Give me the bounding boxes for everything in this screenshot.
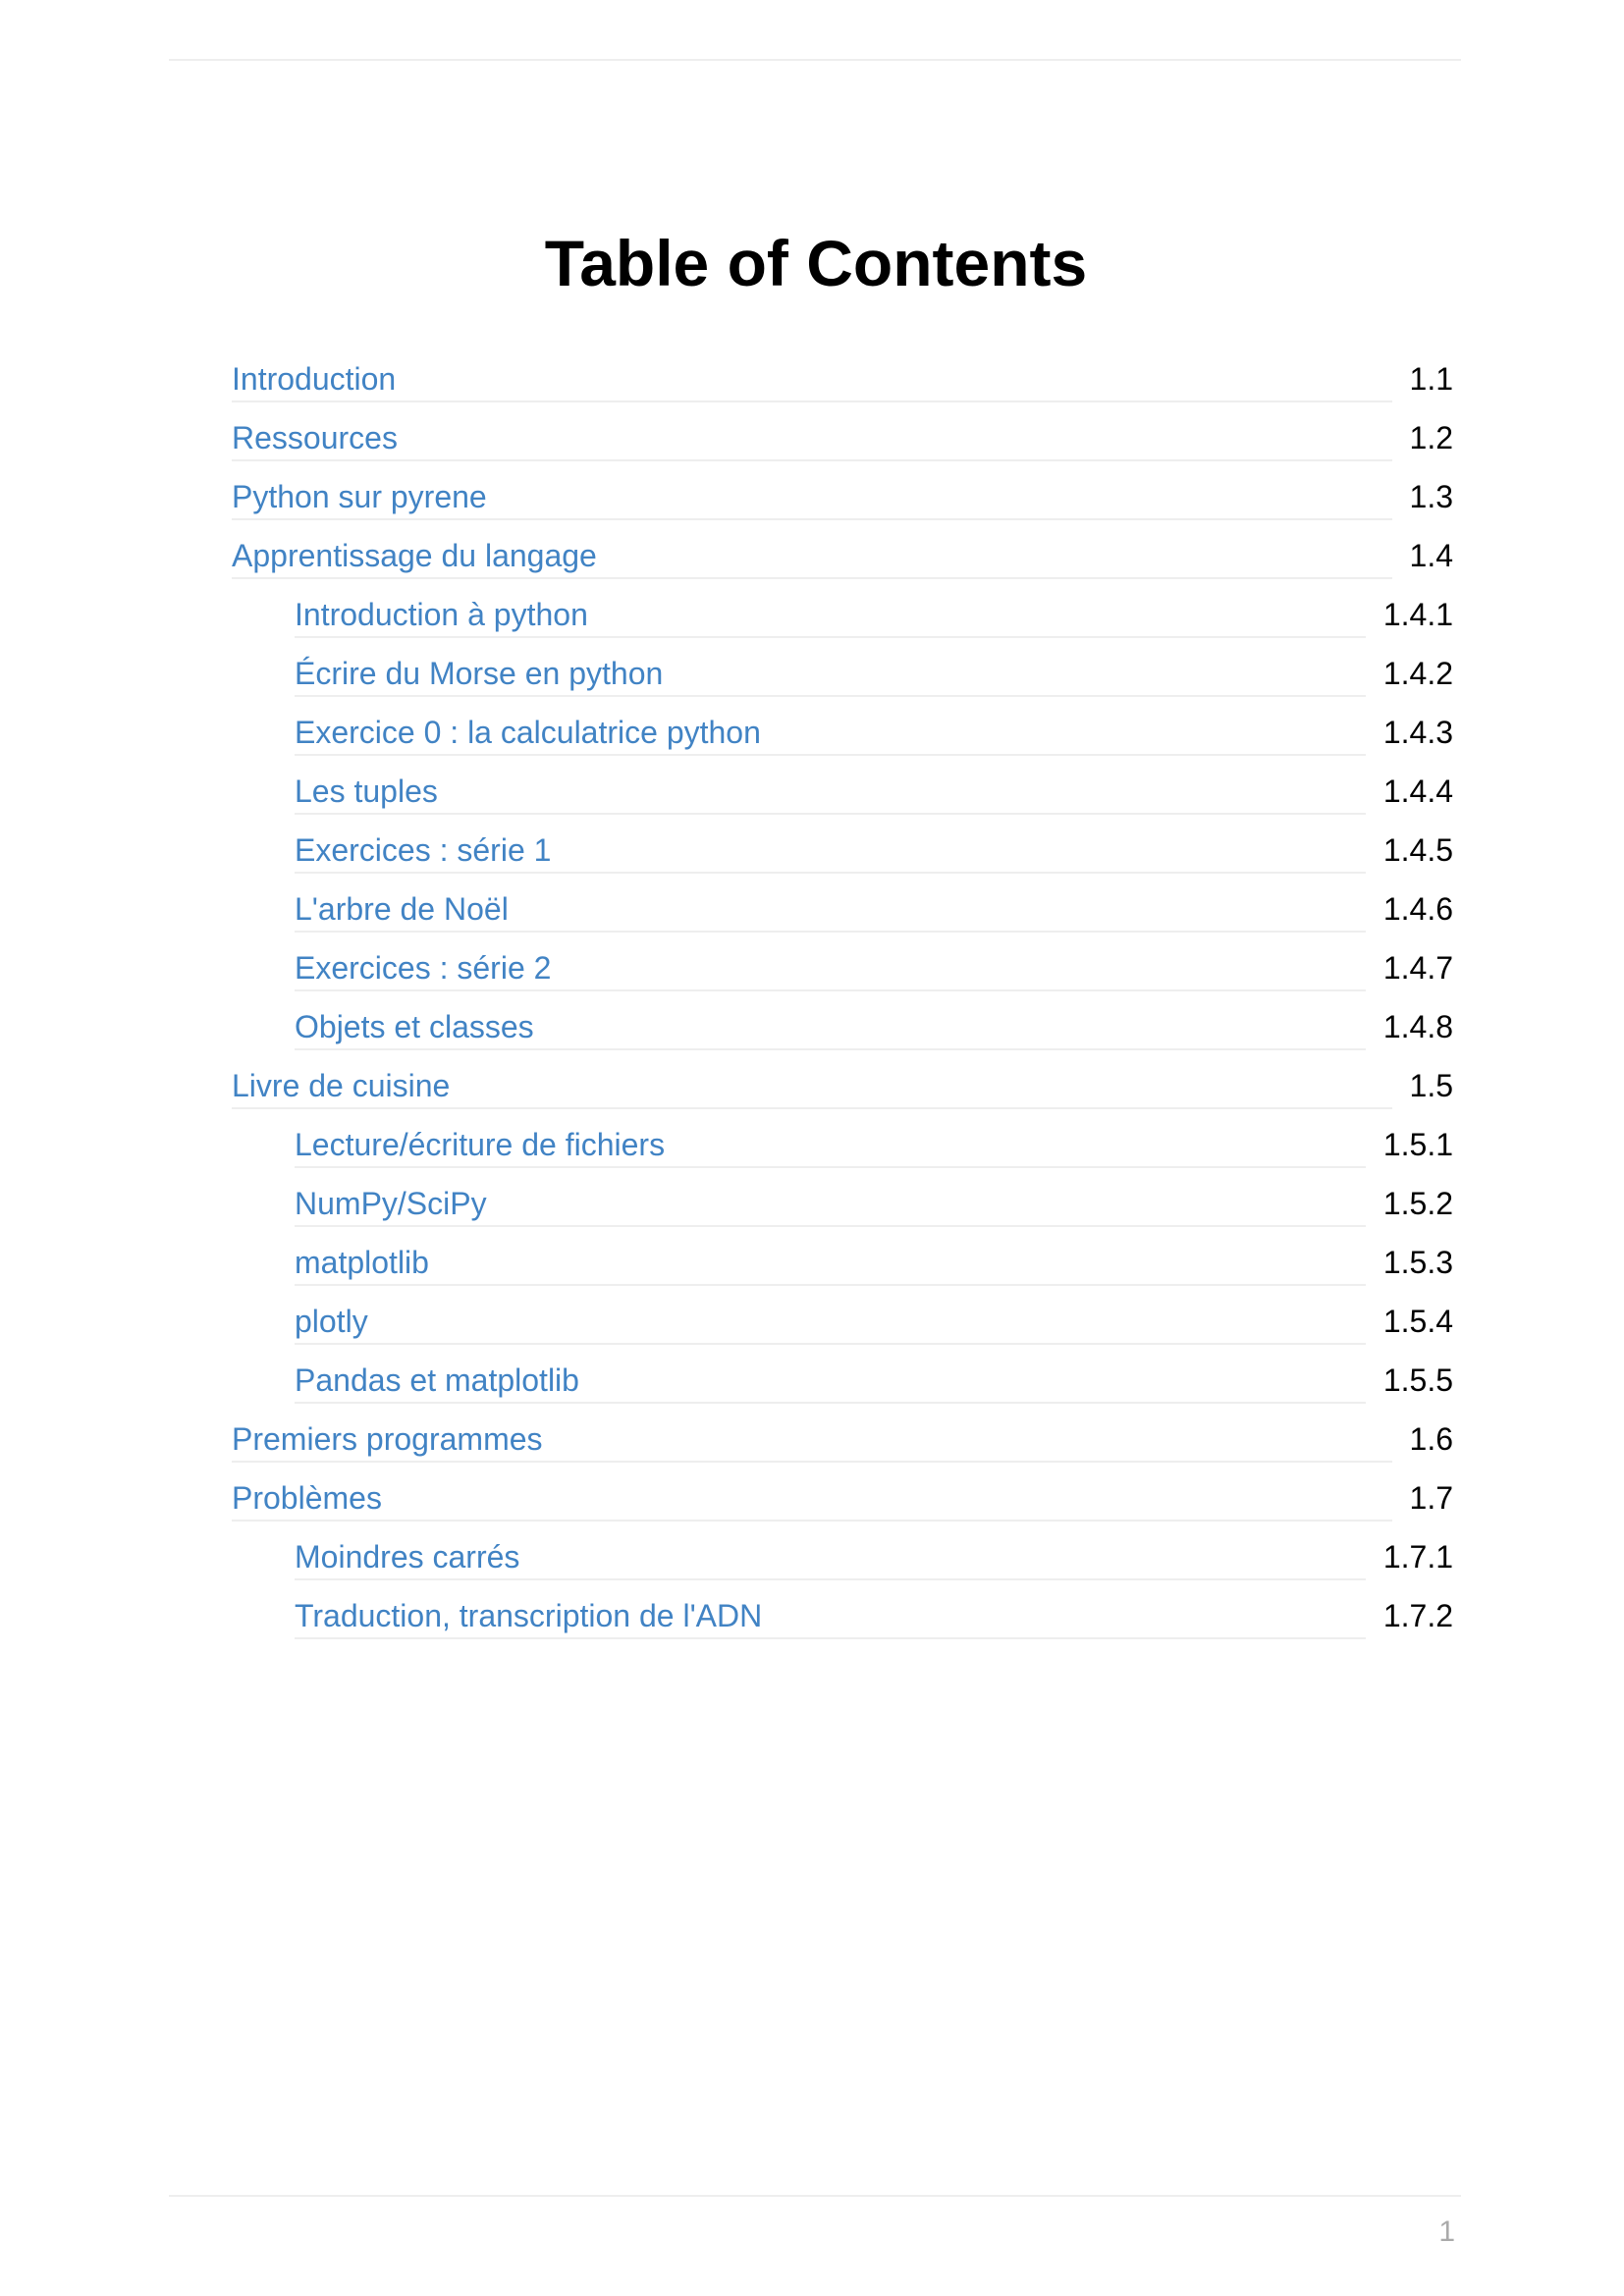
toc-section-number: 1.4 bbox=[1409, 538, 1453, 573]
toc-section-number: 1.1 bbox=[1409, 361, 1453, 397]
toc-entry-link[interactable]: Premiers programmes bbox=[232, 1417, 1392, 1463]
top-divider bbox=[169, 59, 1461, 61]
toc-entry-link[interactable]: Objets et classes bbox=[295, 1005, 1366, 1050]
toc-item bbox=[232, 1241, 1453, 1300]
toc-section-number: 1.4.8 bbox=[1382, 1009, 1453, 1044]
toc-entry-link[interactable]: Traduction, transcription de l'ADN bbox=[295, 1594, 1366, 1639]
toc-item bbox=[232, 593, 1453, 652]
toc-item bbox=[232, 1535, 1453, 1594]
toc-entry-link[interactable]: Problèmes bbox=[232, 1476, 1392, 1522]
toc-entry-link[interactable]: Apprentissage du langage bbox=[232, 534, 1392, 579]
toc-section-number: 1.5.1 bbox=[1382, 1127, 1453, 1162]
toc-entry-link[interactable]: Ressources bbox=[232, 416, 1392, 461]
toc-item bbox=[232, 887, 1453, 946]
toc-section-number: 1.5.5 bbox=[1382, 1362, 1453, 1398]
toc-section-number: 1.4.7 bbox=[1382, 950, 1453, 986]
toc-entry-link[interactable]: matplotlib bbox=[295, 1241, 1366, 1286]
toc-entry-link[interactable]: Lecture/écriture de fichiers bbox=[295, 1123, 1366, 1168]
toc-item bbox=[232, 1182, 1453, 1241]
toc-item bbox=[232, 534, 1453, 593]
toc-section-number: 1.4.5 bbox=[1382, 832, 1453, 868]
toc-item bbox=[232, 828, 1453, 887]
toc-entry-link[interactable]: Exercices : série 1 bbox=[295, 828, 1366, 874]
toc-item bbox=[232, 1064, 1453, 1123]
toc-item bbox=[232, 946, 1453, 1005]
toc-item bbox=[232, 1594, 1453, 1653]
toc-section-number: 1.7.2 bbox=[1382, 1598, 1453, 1633]
toc-section-number: 1.7 bbox=[1409, 1480, 1453, 1516]
toc-entry-link[interactable]: NumPy/SciPy bbox=[295, 1182, 1366, 1227]
toc-item bbox=[232, 475, 1453, 534]
toc-entry-link[interactable]: Écrire du Morse en python bbox=[295, 652, 1366, 697]
page-number: 1 bbox=[1438, 2216, 1455, 2248]
toc-item bbox=[232, 357, 1453, 416]
toc-section-number: 1.2 bbox=[1409, 420, 1453, 455]
toc-item bbox=[232, 770, 1453, 828]
toc-section-number: 1.5.4 bbox=[1382, 1304, 1453, 1339]
toc-section-number: 1.6 bbox=[1409, 1421, 1453, 1457]
toc-section-number: 1.4.2 bbox=[1382, 656, 1453, 691]
toc-entry-link[interactable]: L'arbre de Noël bbox=[295, 887, 1366, 933]
toc-entry-link[interactable]: Exercices : série 2 bbox=[295, 946, 1366, 991]
toc-section-number: 1.5.3 bbox=[1382, 1245, 1453, 1280]
toc-item bbox=[232, 1476, 1453, 1535]
toc-entry-link[interactable]: Les tuples bbox=[295, 770, 1366, 815]
toc-entry-link[interactable]: Moindres carrés bbox=[295, 1535, 1366, 1580]
toc-item bbox=[232, 1123, 1453, 1182]
toc-entry-link[interactable]: plotly bbox=[295, 1300, 1366, 1345]
toc-section-number: 1.4.6 bbox=[1382, 891, 1453, 927]
toc-entry-link[interactable]: Pandas et matplotlib bbox=[295, 1359, 1366, 1404]
toc-item bbox=[232, 1359, 1453, 1417]
toc-entry-link[interactable]: Introduction bbox=[232, 357, 1392, 402]
toc-item bbox=[232, 652, 1453, 711]
toc-section-number: 1.4.1 bbox=[1382, 597, 1453, 632]
toc-section-number: 1.3 bbox=[1409, 479, 1453, 514]
toc-item bbox=[232, 1300, 1453, 1359]
toc-entry-link[interactable]: Python sur pyrene bbox=[232, 475, 1392, 520]
toc-item bbox=[232, 416, 1453, 475]
bottom-divider bbox=[169, 2195, 1461, 2197]
toc-item bbox=[232, 1005, 1453, 1064]
toc-item bbox=[232, 711, 1453, 770]
toc-section-number: 1.4.3 bbox=[1382, 715, 1453, 750]
toc-item bbox=[232, 1417, 1453, 1476]
toc-section-number: 1.7.1 bbox=[1382, 1539, 1453, 1575]
toc-section-number: 1.4.4 bbox=[1382, 774, 1453, 809]
toc-entry-link[interactable]: Exercice 0 : la calculatrice python bbox=[295, 711, 1366, 756]
page-title: Table of Contents bbox=[544, 227, 1088, 299]
toc-section-number: 1.5 bbox=[1409, 1068, 1453, 1103]
toc-section-number: 1.5.2 bbox=[1382, 1186, 1453, 1221]
toc-entry-link[interactable]: Introduction à python bbox=[295, 593, 1366, 638]
toc-entry-link[interactable]: Livre de cuisine bbox=[232, 1064, 1392, 1109]
table-of-contents bbox=[232, 357, 1453, 1653]
